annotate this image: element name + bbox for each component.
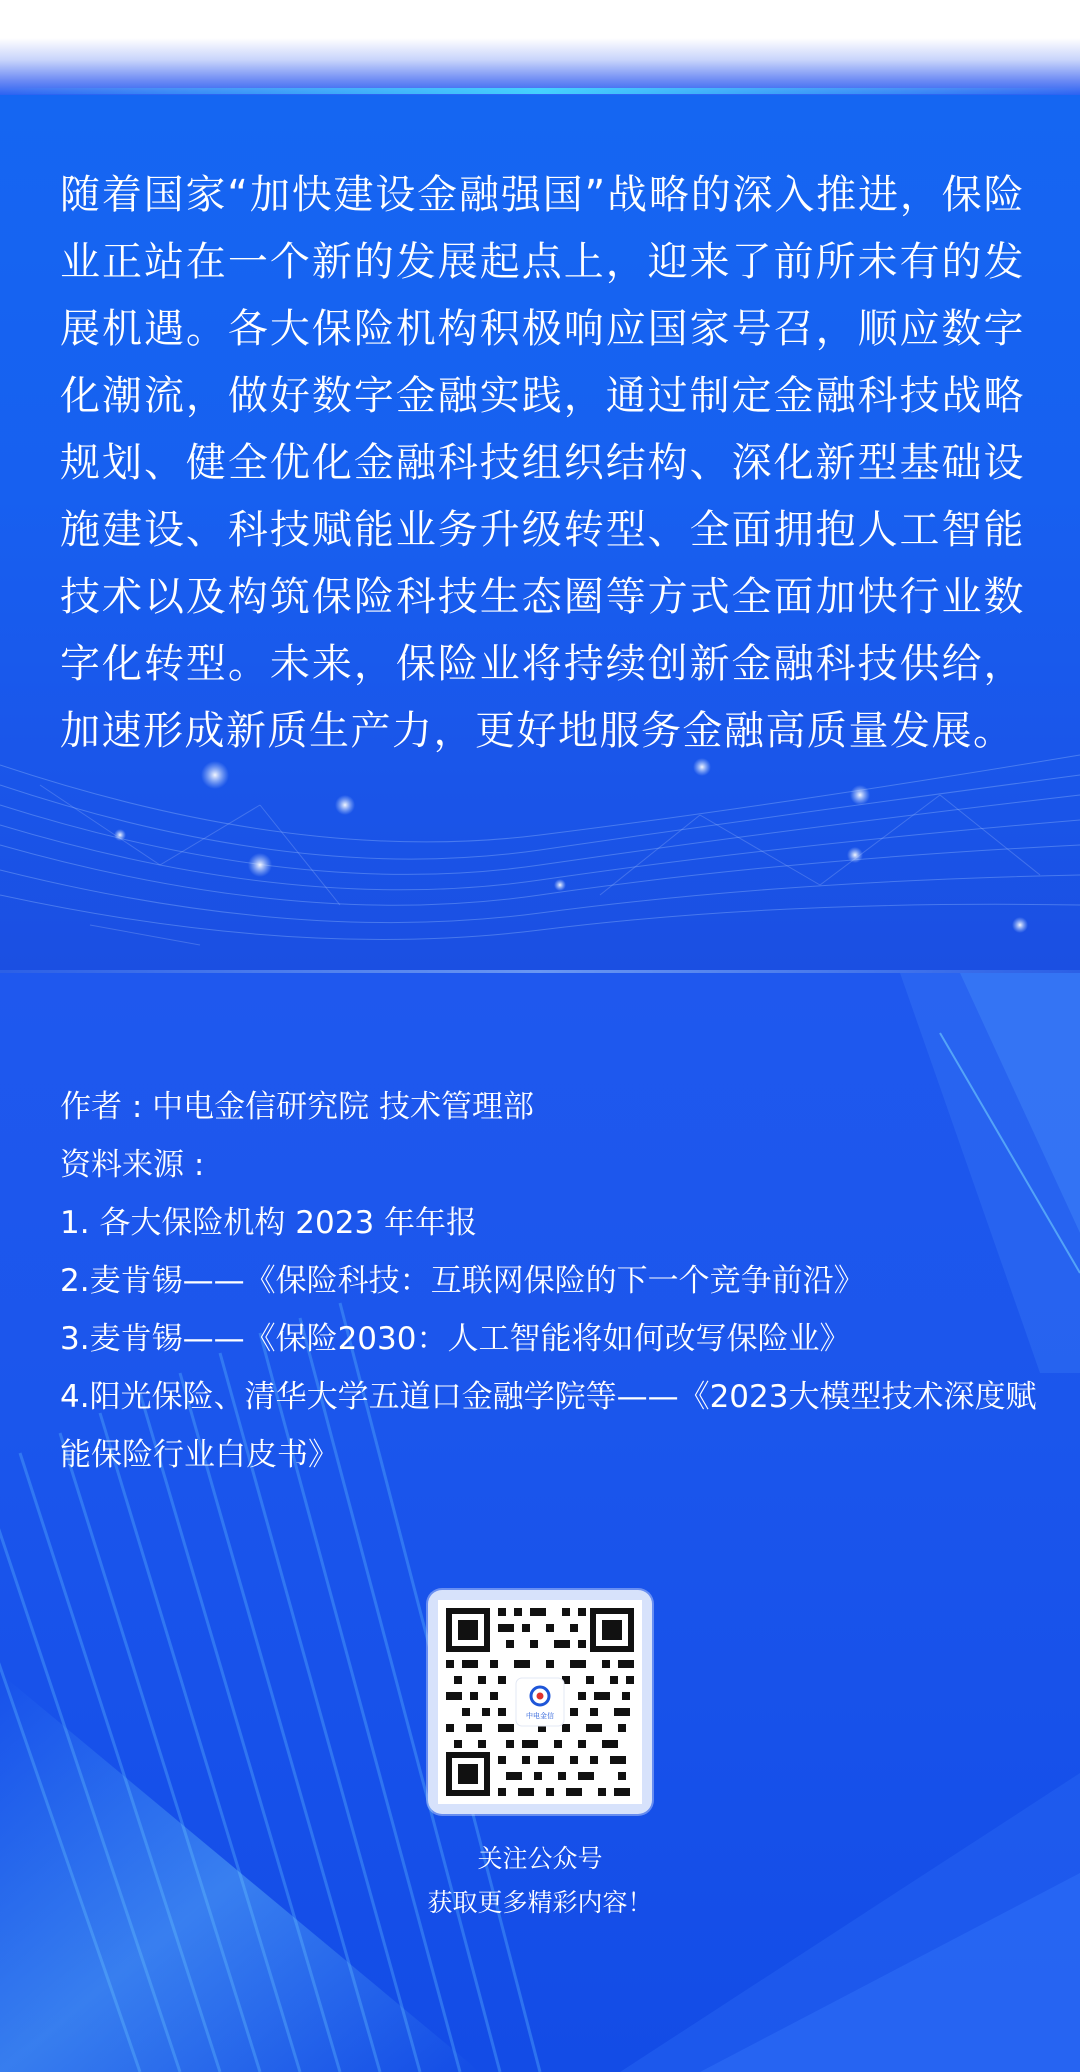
qr-code-image <box>438 1600 642 1804</box>
header-glow-line <box>0 88 1080 94</box>
sources-label: 资料来源 : <box>60 1147 205 1183</box>
source-item: 1. 各大保险机构 2023 年年报 <box>60 1205 478 1241</box>
top-header-band <box>0 0 1080 95</box>
author-line: 作者 : 中电金信研究院 技术管理部 <box>60 1089 535 1125</box>
follow-prompt <box>340 1837 740 1925</box>
source-item: 4.阳光保险、清华大学五道口金融学院等——《2023大模型技术深度赋能保险行业白皮书》 <box>60 1379 1037 1473</box>
article-paragraph: 随着国家“加快建设金融强国”战略的深入推进，保险业正站在一个新的发展起点上，迎来了前所未有的发展机遇。各大保险机构积极响应国家号召，顺应数字化潮流，做好数字金融实践，通过制定金融科技战略规划、健全优化金融科技组织结构、深化新型基础设施建设、科技赋能业务升级转型、全面拥抱人工智能技术以及构筑保险科技生态圈等方式全面加快行业数字化转型。未来，保险业将持续创新金融科技供给，加速形成新质生产力，更好地服务金融高质量发展。 <box>60 172 1025 754</box>
credits-block <box>60 1078 1040 1484</box>
network-wave-decoration <box>0 745 1080 973</box>
qr-logo-text: 中电金信 <box>526 1712 554 1720</box>
source-item: 2.麦肯锡——《保险科技：互联网保险的下一个竞争前沿》 <box>60 1263 865 1299</box>
follow-line-2: 获取更多精彩内容！ <box>427 1888 653 1917</box>
qr-code <box>438 1600 642 1804</box>
follow-line-1: 关注公众号 <box>477 1844 603 1873</box>
source-item: 3.麦肯锡——《保险2030：人工智能将如何改写保险业》 <box>60 1321 851 1357</box>
qr-code-frame <box>428 1590 652 1814</box>
